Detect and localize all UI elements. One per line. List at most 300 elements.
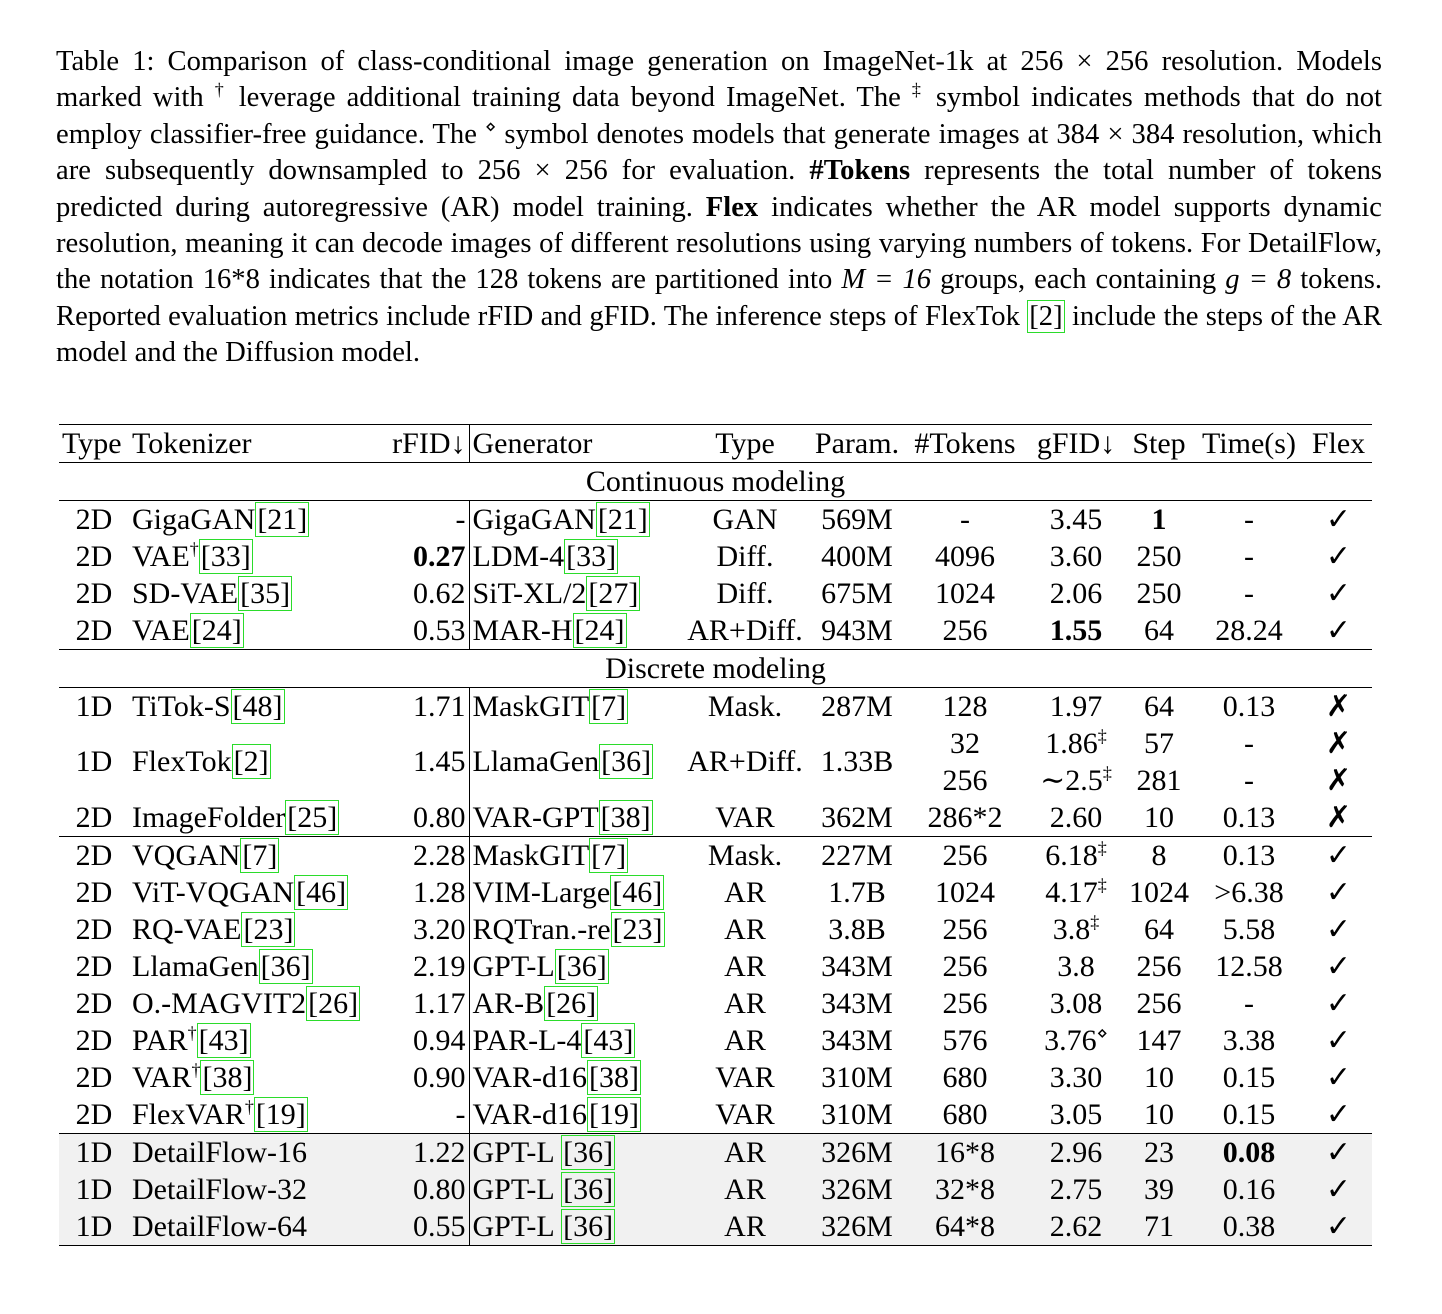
cell-generator (469, 874, 679, 911)
tokenizer-name: ViT-VQGAN (132, 875, 295, 909)
cell-time: - (1244, 502, 1254, 536)
cell-param: 400M (821, 539, 893, 573)
cell-generator (469, 799, 679, 837)
check-icon: ✓ (1305, 1208, 1372, 1246)
generator-name: GPT-L (472, 1172, 562, 1206)
cell-gen-type: AR (679, 1134, 811, 1172)
cell-param: 343M (821, 1023, 893, 1057)
cell-gfid (1027, 1096, 1125, 1134)
cell-rfid: 1.71 (377, 688, 469, 726)
cell-gen-type: GAN (712, 502, 778, 536)
dagger-symbol: † (214, 79, 228, 100)
cell-tokenizer (129, 1022, 377, 1059)
cross-icon: ✗ (1325, 800, 1352, 834)
gfid-value: 3.76 (1044, 1023, 1097, 1057)
generator-name: RQTran.-re (472, 912, 611, 946)
gfid-value: 2.62 (1049, 1209, 1103, 1243)
table-row (59, 501, 1372, 539)
table-header (59, 425, 1372, 463)
table-row (59, 1059, 1372, 1096)
cell-gfid (1027, 911, 1125, 948)
cell-gfid (1027, 1134, 1125, 1172)
cell-gen-type: AR (724, 1023, 766, 1057)
cell-param: 310M (821, 1097, 893, 1131)
symbol-mark: ‡ (1102, 762, 1112, 783)
citation-link[interactable]: [33] (566, 539, 617, 573)
citation-link[interactable]: [7] (591, 689, 627, 723)
cell-type: 2D (75, 1097, 113, 1131)
cell-time: 0.16 (1193, 1171, 1305, 1208)
citation-link[interactable]: [36] (601, 745, 652, 778)
gfid-value: 3.45 (1049, 502, 1103, 536)
cell-type: 2D (75, 576, 113, 610)
cross-icon: ✗ (1325, 763, 1352, 797)
header-gen-type: Type (679, 425, 811, 463)
check-icon: ✓ (1325, 875, 1352, 909)
generator-name: SiT-XL/2 (472, 576, 587, 610)
citation-link[interactable]: [26] (546, 986, 597, 1020)
cell-gfid (1027, 762, 1125, 799)
header-param: Param. (811, 425, 903, 463)
citation-link[interactable]: [24] (191, 613, 242, 647)
check-icon: ✓ (1305, 837, 1372, 875)
cell-param: 343M (821, 949, 893, 983)
citation-link[interactable]: [23] (612, 912, 663, 946)
section-discrete (59, 650, 1372, 688)
generator-name: MaskGIT (472, 689, 590, 723)
cell-tokenizer (129, 799, 377, 837)
gfid-value: 3.60 (1049, 539, 1103, 573)
citation-link[interactable]: [21] (597, 502, 648, 536)
cell-tokens: 1024 (935, 875, 995, 909)
citation-link[interactable]: [48] (232, 689, 283, 723)
cross-icon: ✗ (1325, 726, 1352, 760)
citation-link[interactable]: [7] (591, 838, 627, 872)
citation-link[interactable]: [2] (1029, 300, 1063, 332)
comparison-table (59, 424, 1372, 1246)
cell-step: 10 (1144, 1060, 1174, 1094)
cell-gfid (1027, 948, 1125, 985)
dagger-mark: † (187, 1022, 197, 1043)
cell-gen-type: AR+Diff. (679, 612, 811, 650)
cell-tokenizer (129, 1096, 377, 1134)
gfid-value: 3.08 (1049, 986, 1103, 1020)
citation-link[interactable]: [26] (308, 986, 359, 1020)
generator-name: LlamaGen (472, 745, 600, 778)
cell-generator (469, 725, 679, 799)
cell-gfid (1027, 874, 1125, 911)
generator-name: VAR-GPT (472, 800, 599, 834)
cell-type: 2D (75, 875, 113, 909)
citation-link[interactable]: [27] (588, 576, 639, 610)
header-rfid: rFID↓ (377, 425, 469, 463)
cell-param: 943M (811, 612, 903, 650)
cell-type: 1D (59, 1171, 129, 1208)
tokenizer-name: LlamaGen (132, 949, 259, 983)
double-dagger-symbol: ‡ (911, 79, 925, 100)
cell-tokens: 256 (942, 912, 988, 946)
citation-link[interactable]: [46] (296, 875, 347, 909)
table-row (59, 538, 1372, 575)
check-icon: ✓ (1325, 912, 1352, 946)
symbol-mark: ⋄ (1096, 1022, 1108, 1043)
cell-rfid: - (377, 501, 469, 539)
cell-gen-type: VAR (715, 1097, 775, 1131)
cell-tokens: 256 (942, 949, 988, 983)
cell-gen-type: VAR (715, 1060, 775, 1094)
cell-gfid (1027, 837, 1125, 875)
tokenizer-name: FlexVAR (132, 1097, 245, 1131)
cell-tokenizer (129, 688, 377, 726)
cell-tokenizer (129, 948, 377, 985)
cell-type: 2D (59, 612, 129, 650)
citation-link[interactable]: [7] (242, 838, 278, 872)
cell-generator (469, 1134, 679, 1172)
cell-time (1193, 1134, 1305, 1172)
check-icon: ✓ (1305, 1171, 1372, 1208)
table-row (59, 1022, 1372, 1059)
check-icon: ✓ (1325, 539, 1352, 573)
cell-tokens: 64*8 (903, 1208, 1027, 1246)
citation-link[interactable]: [36] (563, 1172, 614, 1206)
citation-link[interactable]: [38] (588, 1060, 639, 1094)
gfid-value: 3.8 (1057, 949, 1095, 983)
cell-time: 12.58 (1215, 949, 1283, 983)
cell-step (1125, 501, 1193, 539)
math-g: g = 8 (1225, 264, 1292, 296)
cell-type: 2D (59, 837, 129, 875)
citation-link[interactable]: [35] (240, 576, 291, 610)
cell-tokens: 680 (942, 1060, 988, 1094)
symbol-mark: ‡ (1097, 837, 1107, 858)
gfid-value: 2.06 (1049, 576, 1103, 610)
symbol-mark: ‡ (1097, 874, 1107, 895)
cell-tokenizer (129, 837, 377, 875)
cell-rfid: 0.62 (377, 575, 469, 612)
tokenizer-name: O.-MAGVIT2 (132, 986, 307, 1020)
cell-tokens: 1024 (935, 576, 995, 610)
cell-tokens: 128 (942, 689, 988, 723)
generator-name: LDM-4 (472, 539, 565, 573)
cell-param: 362M (821, 800, 893, 834)
cell-type: 2D (75, 949, 113, 983)
header-type: Type (59, 425, 129, 463)
gfid-value: ∼2.5 (1040, 763, 1103, 797)
cell-type: 2D (75, 1023, 113, 1057)
header-step: Step (1125, 425, 1193, 463)
generator-name: GPT-L (472, 1135, 562, 1169)
tokenizer-name: DetailFlow-32 (132, 1172, 307, 1206)
cell-param: 310M (821, 1060, 893, 1094)
cell-param: 569M (821, 502, 893, 536)
check-icon: ✓ (1325, 576, 1352, 610)
cell-gen-type: Mask. (707, 689, 783, 723)
table-row (59, 1096, 1372, 1134)
citation-link[interactable]: [33] (200, 539, 251, 573)
cell-generator (469, 575, 679, 612)
table-row (59, 1208, 1372, 1246)
cell-generator (469, 1096, 679, 1134)
cell-time: 0.15 (1222, 1097, 1276, 1131)
diamond-symbol: ⋄ (484, 116, 497, 137)
cell-type: 1D (59, 1134, 129, 1172)
cell-time: 0.13 (1193, 837, 1305, 875)
cell-tokens: 256 (903, 837, 1027, 875)
cell-gen-type: Diff. (716, 576, 774, 610)
generator-name: GigaGAN (472, 502, 596, 536)
cell-param: 227M (811, 837, 903, 875)
generator-name: AR-B (472, 986, 545, 1020)
check-icon: ✓ (1325, 949, 1352, 983)
header-time: Time(s) (1193, 425, 1305, 463)
check-icon: ✓ (1305, 1134, 1372, 1172)
tokenizer-name: SD-VAE (132, 576, 239, 610)
cell-gen-type: AR (724, 949, 766, 983)
cell-tokens: 256 (942, 986, 988, 1020)
cell-type: 2D (75, 502, 113, 536)
tokenizer-name: DetailFlow-16 (132, 1135, 307, 1169)
cell-step: 250 (1136, 576, 1182, 610)
table-row (59, 799, 1372, 837)
check-icon: ✓ (1325, 502, 1352, 536)
cell-gfid (1027, 538, 1125, 575)
cell-step: 1024 (1129, 875, 1189, 909)
check-icon: ✓ (1325, 1097, 1352, 1131)
citation-link[interactable]: [43] (583, 1023, 634, 1057)
cell-type: 2D (75, 912, 113, 946)
check-icon: ✓ (1325, 1023, 1352, 1057)
check-icon: ✓ (1305, 612, 1372, 650)
cell-tokenizer (129, 911, 377, 948)
generator-name: GPT-L (472, 949, 555, 983)
table-row (59, 837, 1372, 875)
cross-icon: ✗ (1325, 689, 1352, 723)
cell-gen-type: AR (724, 986, 766, 1020)
cell-rfid: 0.80 (377, 799, 469, 837)
cell-gfid (1027, 1022, 1125, 1059)
table-row (59, 874, 1372, 911)
flex-term: Flex (705, 191, 759, 223)
cell-rfid: 0.53 (377, 612, 469, 650)
cell-type: 2D (75, 986, 113, 1020)
cell-time: 0.13 (1222, 689, 1276, 723)
cell-gen-type: AR (724, 912, 766, 946)
cell-step: 256 (1136, 949, 1182, 983)
cell-rfid: 1.28 (377, 874, 469, 911)
cell-step: 281 (1136, 763, 1182, 797)
dagger-mark: † (189, 538, 199, 559)
cell-step: 39 (1125, 1171, 1193, 1208)
citation-link[interactable]: [36] (563, 1135, 614, 1169)
tokens-term: #Tokens (809, 155, 911, 187)
table-row (59, 1171, 1372, 1208)
citation-link[interactable]: [24] (574, 613, 625, 647)
cell-gen-type: AR (679, 1171, 811, 1208)
symbol-mark: ‡ (1097, 725, 1107, 746)
cell-time: >6.38 (1214, 875, 1284, 909)
cell-gen-type: Mask. (679, 837, 811, 875)
generator-name: PAR-L-4 (472, 1023, 582, 1057)
header-flex: Flex (1305, 425, 1372, 463)
cell-type: 2D (75, 800, 113, 834)
citation-link[interactable]: [19] (255, 1097, 306, 1131)
cell-tokens: 4096 (935, 539, 995, 573)
cell-time: 3.38 (1222, 1023, 1276, 1057)
citation-link[interactable]: [36] (556, 949, 607, 983)
tokenizer-name: VQGAN (132, 838, 241, 872)
cell-tokens: 32 (950, 726, 980, 760)
citation-link[interactable]: [43] (198, 1023, 249, 1057)
cell-tokenizer (129, 985, 377, 1022)
cell-gen-type: AR+Diff. (687, 745, 803, 778)
cell-gfid (1027, 1208, 1125, 1246)
dagger-mark: † (244, 1096, 254, 1117)
cell-param: 3.8B (828, 912, 886, 946)
header-tokenizer: Tokenizer (129, 425, 377, 463)
table-row (59, 575, 1372, 612)
generator-name: VAR-d16 (472, 1097, 587, 1131)
cell-param: 1.7B (828, 875, 886, 909)
cell-tokenizer (129, 725, 377, 799)
cell-param: 326M (811, 1171, 903, 1208)
cell-type: 1D (75, 689, 113, 723)
table-row (59, 612, 1372, 650)
cell-gfid (1027, 799, 1125, 837)
cell-time: - (1244, 986, 1254, 1020)
table-caption: Table 1: Comparison of class-conditional image generation on ImageNet-1k at 256 × 256 resolution. Models marked with † leverage additional training data beyond ImageNet. The ‡ symbol indicates methods that do not employ classifier-free guidance. The ⋄ symbol denotes models that generate images at 384 × 384 resolution, which are subsequently downsampled to 256 × 256 for evaluation. #Tokens represents the total number of tokens predicted during autoregressive (AR) model training. Flex indicates whether the AR model supports dynamic resolution, meaning it can decode images of different resolutions using varying numbers of tokens. For DetailFlow, the notation 16*8 indicates that the 128 tokens are partitioned into M = 16 groups, each containing g = 8 tokens. Reported evaluation metrics include rFID and gFID. The inference steps of FlexTok [2] include the steps of the AR model and the Diffusion model. (56, 46, 1383, 369)
cell-rfid: 3.20 (377, 911, 469, 948)
cell-gfid (1027, 1059, 1125, 1096)
cell-step: 64 (1125, 612, 1193, 650)
caption-sentence-1: Table 1: Comparison of class-conditional image generation on ImageNet-1k at 256 × 256 resolution. (56, 46, 1284, 77)
cell-rfid: 0.55 (377, 1208, 469, 1246)
cell-tokenizer (129, 501, 377, 539)
cell-step: 64 (1144, 689, 1174, 723)
cell-tokenizer (129, 538, 377, 575)
cell-rfid (377, 538, 469, 575)
section-continuous (59, 463, 1372, 501)
citation-link[interactable]: [23] (243, 912, 294, 946)
citation-link[interactable]: [46] (612, 875, 663, 909)
tokenizer-name: PAR (132, 1023, 188, 1057)
cell-gfid (1027, 1171, 1125, 1208)
cell-generator (469, 948, 679, 985)
cell-step: 71 (1125, 1208, 1193, 1246)
cell-rfid: 1.22 (377, 1134, 469, 1172)
check-icon: ✓ (1325, 986, 1352, 1020)
citation-link[interactable]: [25] (287, 800, 338, 834)
cell-step: 57 (1144, 726, 1174, 760)
citation-link[interactable]: [19] (588, 1097, 639, 1131)
cell-time: 28.24 (1193, 612, 1305, 650)
cell-type: 2D (75, 1060, 113, 1094)
gfid-value: 3.05 (1049, 1097, 1103, 1131)
citation-link[interactable]: [36] (563, 1209, 614, 1243)
cell-rfid: 1.17 (377, 985, 469, 1022)
cell-param: 326M (811, 1208, 903, 1246)
gfid-value: 3.30 (1049, 1060, 1103, 1094)
tokenizer-name: VAR (132, 1060, 192, 1094)
cell-tokenizer (129, 612, 377, 650)
cell-generator (469, 1208, 679, 1246)
cell-generator (469, 985, 679, 1022)
tokenizer-name: FlexTok (132, 745, 232, 778)
cell-generator (469, 1171, 679, 1208)
cell-generator (469, 1022, 679, 1059)
cell-generator (469, 538, 679, 575)
cell-tokens: - (960, 502, 970, 536)
generator-name: VIM-Large (472, 875, 611, 909)
tokenizer-name: GigaGAN (132, 502, 256, 536)
cell-generator (469, 837, 679, 875)
cell-generator (469, 501, 679, 539)
gfid-value: 2.96 (1049, 1135, 1103, 1169)
cell-param: 326M (811, 1134, 903, 1172)
citation-link[interactable]: [2] (233, 745, 269, 778)
cell-time: 0.13 (1222, 800, 1276, 834)
cell-gfid (1027, 575, 1125, 612)
cell-step: 147 (1136, 1023, 1182, 1057)
tokenizer-name: VAE (132, 613, 190, 647)
best-value: 0.08 (1222, 1135, 1276, 1169)
best-value: 0.27 (413, 539, 466, 573)
cell-tokenizer (129, 1059, 377, 1096)
table-row (59, 1134, 1372, 1172)
header-generator: Generator (469, 425, 679, 463)
check-icon: ✓ (1325, 1060, 1352, 1094)
section-discrete-label: Discrete modeling (59, 650, 1372, 688)
table-row (59, 985, 1372, 1022)
citation-link[interactable]: [21] (257, 502, 308, 536)
cell-time: - (1244, 576, 1254, 610)
cell-rfid: 0.90 (377, 1059, 469, 1096)
cell-tokens: 680 (942, 1097, 988, 1131)
tokenizer-name: TiTok-S (132, 689, 231, 723)
cell-step: 10 (1144, 1097, 1174, 1131)
cell-time: - (1244, 539, 1254, 573)
cell-gfid (1027, 725, 1125, 762)
cell-rfid: 1.45 (377, 725, 469, 799)
cell-gen-type: AR (724, 875, 766, 909)
best-value: 1.55 (1049, 613, 1103, 647)
table-row (59, 725, 1372, 762)
gfid-value: 2.60 (1049, 800, 1103, 834)
cell-step: 8 (1125, 837, 1193, 875)
cell-param: 287M (821, 689, 893, 723)
symbol-mark: ‡ (1090, 911, 1100, 932)
citation-link[interactable]: [36] (260, 949, 311, 983)
cell-tokenizer (129, 1134, 377, 1172)
generator-name: GPT-L (472, 1209, 562, 1243)
gfid-value: 4.17 (1045, 875, 1098, 909)
cell-gfid (1027, 501, 1125, 539)
cell-rfid: - (377, 1096, 469, 1134)
citation-link[interactable]: [38] (202, 1060, 253, 1094)
cell-rfid: 2.28 (377, 837, 469, 875)
table-row (59, 948, 1372, 985)
tokenizer-name: DetailFlow-64 (132, 1209, 307, 1243)
tokenizer-name: RQ-VAE (132, 912, 242, 946)
best-value: 1 (1151, 502, 1167, 536)
cell-generator (469, 1059, 679, 1096)
cell-time: 0.15 (1222, 1060, 1276, 1094)
cell-param: 675M (821, 576, 893, 610)
cell-gfid (1027, 985, 1125, 1022)
tokenizer-name: VAE (132, 539, 190, 573)
citation-link[interactable]: [38] (600, 800, 651, 834)
cell-rfid: 0.80 (377, 1171, 469, 1208)
cell-rfid: 2.19 (377, 948, 469, 985)
